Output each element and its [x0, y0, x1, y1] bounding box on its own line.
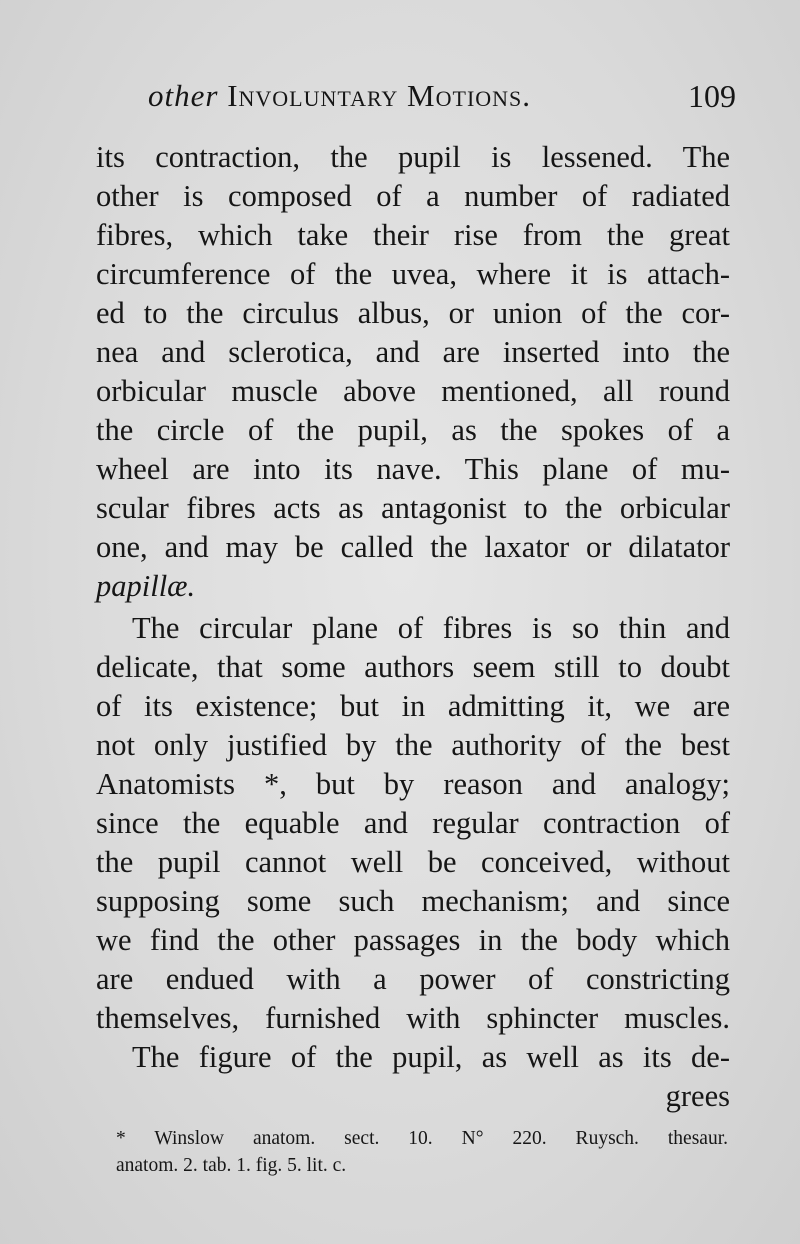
body-line: themselves, furnished with sphincter muscles.: [96, 1001, 730, 1035]
page-header: [96, 78, 736, 122]
footnote-line: anatom. 2. tab. 1. fig. 5. lit. c.: [116, 1155, 347, 1176]
body-line: not only justified by the authority of the best: [96, 728, 730, 762]
body-line: of its existence; but in admitting it, we are: [96, 689, 730, 723]
body-line: the circle of the pupil, as the spokes of a: [96, 413, 730, 447]
page-number: 109: [688, 78, 736, 114]
body-line: circumference of the uvea, where it is attach-: [96, 257, 730, 291]
body-line: papillæ.: [96, 569, 196, 603]
body-line: Anatomists *, but by reason and analogy;: [96, 767, 730, 801]
body-line: nea and sclerotica, and are inserted into the: [96, 335, 730, 369]
body-line: fibres, which take their rise from the great: [96, 218, 730, 252]
body-line: since the equable and regular contraction of: [96, 806, 730, 840]
paragraph-start-line: The figure of the pupil, as well as its de-: [132, 1040, 730, 1074]
body-line: the pupil cannot well be conceived, without: [96, 845, 730, 879]
body-line: are endued with a power of constricting: [96, 962, 730, 996]
body-line: we find the other passages in the body which: [96, 923, 730, 957]
body-line: other is composed of a number of radiated: [96, 179, 730, 213]
body-line: one, and may be called the laxator or dilatator: [96, 530, 730, 564]
paragraph-start-line: The circular plane of fibres is so thin and: [132, 611, 730, 645]
body-line: ed to the circulus albus, or union of the cor-: [96, 296, 730, 330]
body-line: orbicular muscle above mentioned, all round: [96, 374, 730, 408]
running-head-title: Involuntary Motions.: [218, 78, 532, 113]
footnote-line: * Winslow anatom. sect. 10. N° 220. Ruysch. thesaur.: [116, 1128, 728, 1149]
body-line: wheel are into its nave. This plane of mu-: [96, 452, 730, 486]
body-line: scular fibres acts as antagonist to the orbicular: [96, 491, 730, 525]
body-line: delicate, that some authors seem still to doubt: [96, 650, 730, 684]
catchword: grees: [665, 1079, 730, 1113]
body-line: supposing some such mechanism; and since: [96, 884, 730, 918]
body-line: its contraction, the pupil is lessened. The: [96, 140, 730, 174]
running-head-italic: other: [148, 78, 219, 113]
running-head: [148, 78, 531, 114]
